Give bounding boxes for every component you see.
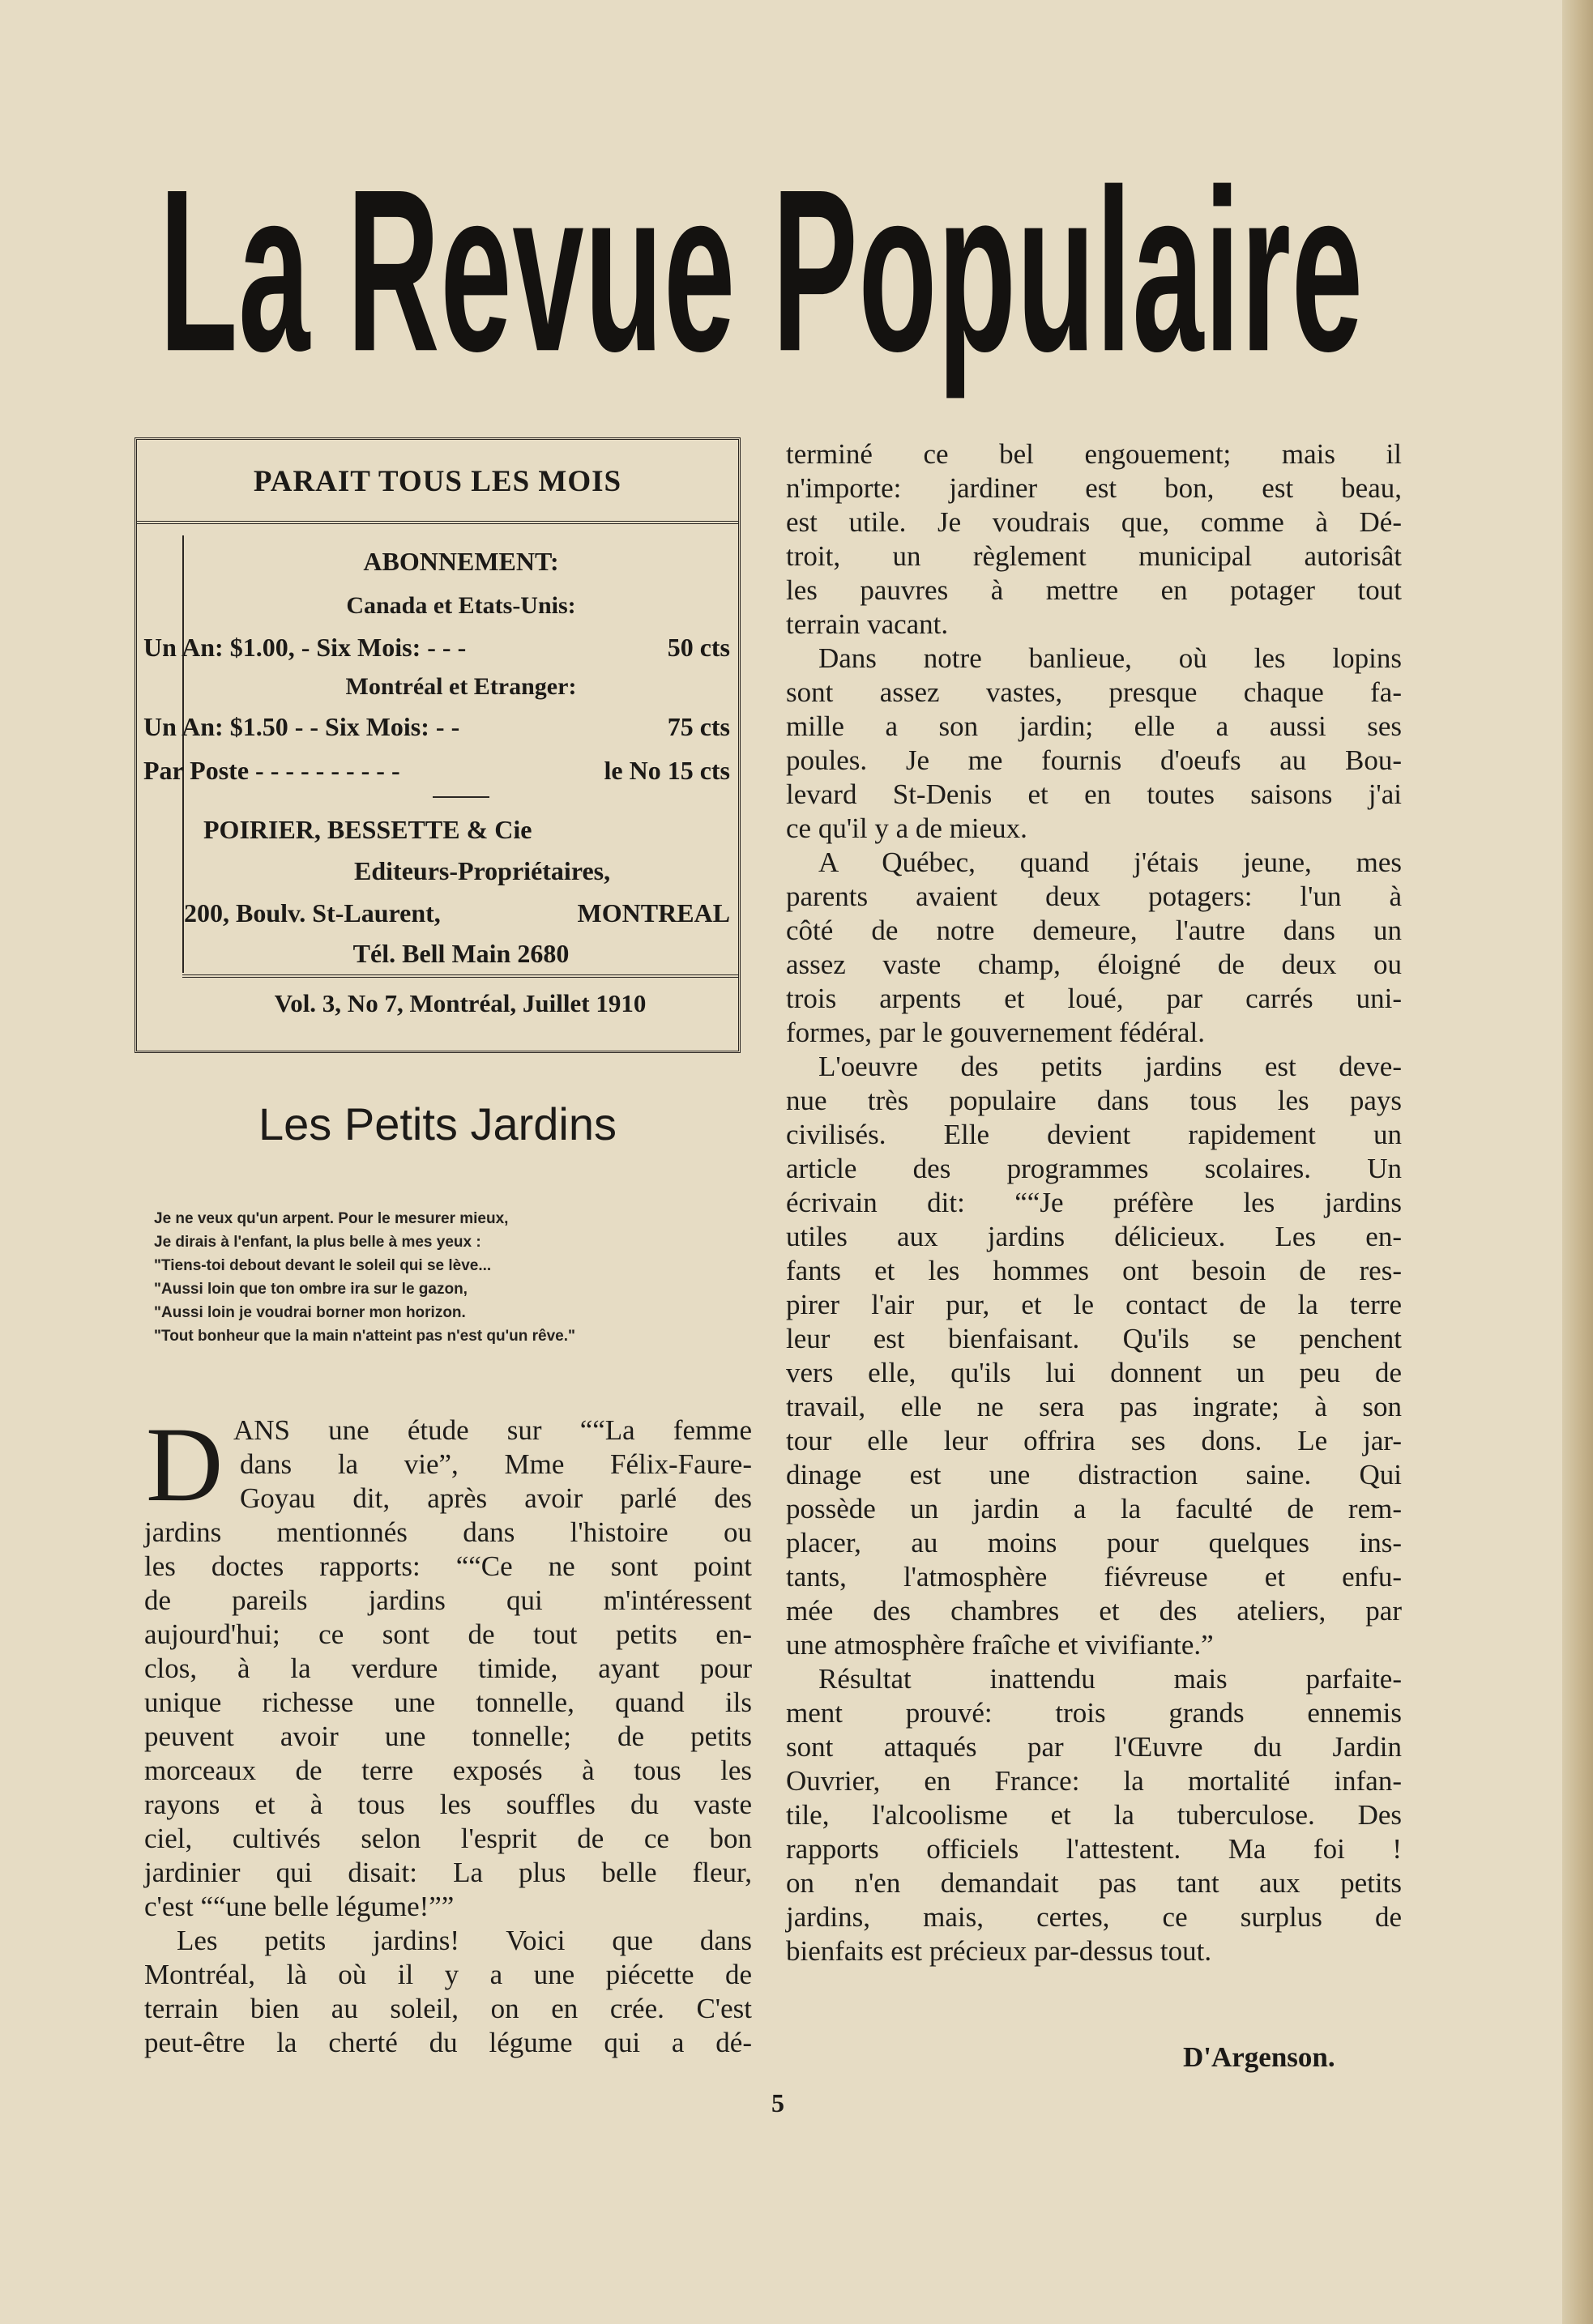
text-line: les doctes rapports: ““Ce ne sont point	[144, 1550, 752, 1582]
text-line: tile, l'alcoolisme et la tuberculose. Des	[786, 1799, 1402, 1831]
text-line: nue très populaire dans tous les pays	[786, 1085, 1402, 1116]
poem-line: Je dirais à l'enfant, la plus belle à mes yeux :	[154, 1234, 481, 1251]
text-line: Montréal, là où il y a une piécette de	[144, 1959, 752, 1990]
text-line: une atmosphère fraîche et vivifiante.”	[786, 1629, 1214, 1661]
text-line: aujourd'hui; ce sont de tout petits en-	[144, 1618, 752, 1650]
text-line: tour elle leur offrira ses dons. Le jar-	[786, 1425, 1402, 1456]
text-line: sont assez vastes, presque chaque fa-	[786, 676, 1402, 708]
text-line: pirer l'air pur, et le contact de la terre	[786, 1289, 1402, 1320]
text-line: rapports officiels l'attestent. Ma foi !	[786, 1833, 1402, 1865]
article-title: Les Petits Jardins	[258, 1098, 617, 1149]
price-row-montreal: Un An: $1.50 - - Six Mois: - - 75 cts	[143, 712, 730, 741]
publisher-telephone: Tél. Bell Main 2680	[352, 939, 570, 968]
text-line: morceaux de terre exposés à tous les	[144, 1755, 752, 1786]
text-line: unique richesse une tonnelle, quand ils	[144, 1686, 752, 1718]
text-line: terminé ce bel engouement; mais il	[786, 438, 1402, 470]
subscription-box	[135, 437, 741, 1053]
text-line: troit, un règlement municipal autorisât	[786, 540, 1402, 572]
text-line: dinage est une distraction saine. Qui	[786, 1459, 1402, 1490]
poem-line: "Aussi loin que ton ombre ira sur le gazon,	[154, 1281, 468, 1298]
text-line: ciel, cultivés selon l'esprit de ce bon	[144, 1823, 752, 1854]
abonnement-heading: ABONNEMENT:	[363, 547, 559, 576]
poem-line: Je ne veux qu'un arpent. Pour le mesurer mieux,	[154, 1210, 509, 1227]
page-edge	[1562, 0, 1593, 2324]
text-line: parents avaient deux potagers: l'un à	[786, 881, 1402, 912]
region-canada: Canada et Etats-Unis:	[346, 592, 576, 619]
text-line: travail, elle ne sera pas ingrate; à son	[786, 1391, 1402, 1422]
publication-frequency: PARAIT TOUS LES MOIS	[253, 465, 622, 498]
text-line: mille a son jardin; elle a aussi ses	[786, 710, 1402, 742]
text-line: on n'en demandait pas tant aux petits	[786, 1867, 1402, 1899]
text-line: article des programmes scolaires. Un	[786, 1153, 1402, 1184]
publisher-role: Editeurs-Propriétaires,	[354, 856, 611, 885]
text-line: L'oeuvre des petits jardins est deve-	[818, 1051, 1402, 1082]
text-line: jardinier qui disait: La plus belle fleur,	[144, 1857, 752, 1888]
text-line: terrain bien au soleil, on en crée. C'est	[144, 1993, 752, 2024]
page-number: 5	[771, 2088, 784, 2117]
text-line: est utile. Je voudrais que, comme à Dé-	[786, 506, 1402, 538]
text-line: n'importe: jardiner est bon, est beau,	[786, 472, 1402, 504]
text-line: jardins, mais, certes, ce surplus de	[786, 1901, 1402, 1933]
drop-cap: D	[146, 1405, 224, 1524]
price-row-canada: Un An: $1.00, - Six Mois: - - - 50 cts	[143, 633, 730, 662]
poem-line: "Aussi loin je voudrai borner mon horizon.	[154, 1304, 466, 1321]
text-line: Goyau dit, après avoir parlé des	[240, 1482, 752, 1514]
text-line: formes, par le gouvernement fédéral.	[786, 1017, 1205, 1048]
text-line: les pauvres à mettre en potager tout	[786, 574, 1402, 606]
region-montreal: Montréal et Etranger:	[345, 673, 577, 700]
volume-info: Vol. 3, No 7, Montréal, Juillet 1910	[274, 989, 647, 1017]
text-line: ANS une étude sur ““La femme	[233, 1414, 752, 1446]
poem-line: "Tout bonheur que la main n'atteint pas n'est qu'un rêve."	[154, 1328, 575, 1345]
article-right-column	[786, 437, 1402, 1968]
text-line: possède un jardin a la faculté de rem-	[786, 1493, 1402, 1524]
text-line: c'est ““une belle légume!””	[144, 1891, 455, 1922]
text-line: clos, à la verdure timide, ayant pour	[144, 1652, 752, 1684]
text-line: rayons et à tous les souffles du vaste	[144, 1789, 752, 1820]
text-line: terrain vacant.	[786, 608, 949, 640]
author-signature: D'Argenson.	[1183, 2041, 1335, 2073]
small-divider	[184, 796, 738, 798]
box-rule-bottom	[182, 974, 738, 978]
masthead-title: La Revue Populaire	[159, 143, 1365, 400]
text-line: de pareils jardins qui m'intéressent	[144, 1584, 752, 1616]
article-left-column	[144, 1405, 752, 2060]
text-line: Les petits jardins! Voici que dans	[177, 1925, 752, 1956]
text-line: sont attaqués par l'Œuvre du Jardin	[786, 1731, 1402, 1763]
text-line: mée des chambres et des ateliers, par	[786, 1595, 1402, 1627]
text-line: A Québec, quand j'étais jeune, mes	[818, 846, 1402, 878]
text-line: ment prouvé: trois grands ennemis	[786, 1697, 1402, 1729]
text-line: leur est bienfaisant. Qu'ils se penchent	[786, 1323, 1402, 1354]
text-line: utiles aux jardins délicieux. Les en-	[786, 1221, 1402, 1252]
publisher-name: POIRIER, BESSETTE & Cie	[203, 815, 532, 844]
text-line: jardins mentionnés dans l'histoire ou	[144, 1516, 752, 1548]
text-line: ce qu'il y a de mieux.	[786, 812, 1027, 844]
text-line: tants, l'atmosphère fiévreuse et enfu-	[786, 1561, 1402, 1593]
text-line: Résultat inattendu mais parfaite-	[818, 1663, 1402, 1695]
text-line: écrivain dit: ““Je préfère les jardins	[786, 1187, 1402, 1218]
text-line: peuvent avoir une tonnelle; de petits	[144, 1721, 752, 1752]
text-line: peut-être la cherté du légume qui a dé-	[144, 2027, 752, 2058]
price-row-poste: Par Poste - - - - - - - - - - le No 15 cts	[143, 756, 730, 785]
text-line: levard St-Denis et en toutes saisons j'ai	[786, 778, 1402, 810]
text-line: poules. Je me fournis d'oeufs au Bou-	[786, 744, 1402, 776]
text-line: Dans notre banlieue, où les lopins	[818, 642, 1402, 674]
publisher-address: 200, Boulv. St-Laurent, MONTREAL	[184, 898, 730, 927]
text-line: fants et les hommes ont besoin de res-	[786, 1255, 1402, 1286]
subscription-details	[143, 535, 738, 973]
text-line: assez vaste champ, éloigné de deux ou	[786, 949, 1402, 980]
text-line: bienfaits est précieux par-dessus tout.	[786, 1935, 1212, 1967]
text-line: dans la vie”, Mme Félix-Faure-	[240, 1448, 752, 1480]
box-rule	[137, 521, 738, 524]
poem-line: "Tiens-toi debout devant le soleil qui se lève...	[154, 1257, 492, 1274]
text-line: côté de notre demeure, l'autre dans un	[786, 915, 1402, 946]
text-line: civilisés. Elle devient rapidement un	[786, 1119, 1402, 1150]
text-line: Ouvrier, en France: la mortalité infan-	[786, 1765, 1402, 1797]
text-line: trois arpents et loué, par carrés uni-	[786, 983, 1402, 1014]
epigraph-poem	[154, 1207, 770, 1348]
text-line: vers elle, qu'ils lui donnent un peu de	[786, 1357, 1402, 1388]
text-line: placer, au moins pour quelques ins-	[786, 1527, 1402, 1559]
